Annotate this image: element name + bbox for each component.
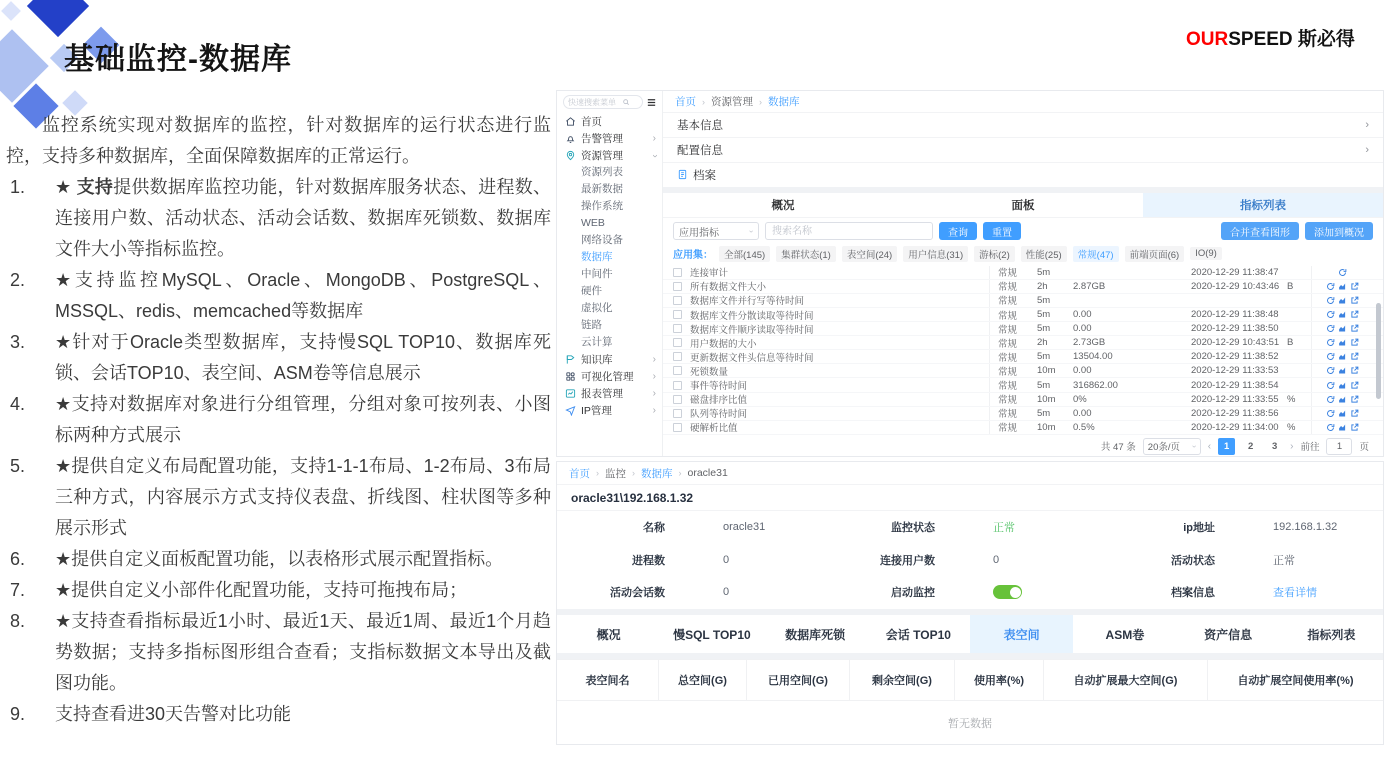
chevron-right-icon: › bbox=[652, 370, 656, 382]
metric-name: 事件等待时间 bbox=[690, 381, 748, 393]
external-link-icon[interactable] bbox=[1350, 282, 1359, 291]
metric-interval: 10m bbox=[1037, 365, 1056, 377]
metric-interval: 5m bbox=[1037, 379, 1051, 391]
metric-type: 常规 bbox=[989, 378, 1037, 391]
metric-row[interactable] bbox=[663, 322, 1383, 336]
sidebar-item-report[interactable]: 报表管理 › bbox=[557, 385, 662, 402]
feature-item bbox=[6, 172, 551, 265]
empty-state: 暂无数据 bbox=[948, 718, 992, 730]
refresh-icon[interactable] bbox=[1326, 409, 1335, 418]
field-archive-info: 档案信息 查看详情 bbox=[1115, 584, 1383, 600]
feature-number: 6. bbox=[10, 549, 26, 569]
feature-text: 支持查看进30天告警对比功能 bbox=[55, 704, 292, 724]
refresh-icon[interactable] bbox=[1338, 268, 1347, 277]
screenshot-database-metric-list bbox=[556, 90, 1384, 457]
metric-value: 13504.00 bbox=[1073, 351, 1113, 363]
tag-group-row bbox=[673, 246, 1373, 262]
app-tag[interactable]: 游标(2) bbox=[974, 246, 1015, 262]
tab-panel[interactable]: 面板 bbox=[1011, 199, 1035, 212]
breadcrumb-oracle31: oracle31 bbox=[687, 467, 728, 479]
metric-row[interactable] bbox=[663, 421, 1383, 435]
chart-icon[interactable] bbox=[1338, 366, 1347, 375]
chart-icon[interactable] bbox=[1338, 395, 1347, 404]
refresh-icon[interactable] bbox=[1326, 352, 1335, 361]
metric-time: 2020-12-29 10:43:46 bbox=[1191, 280, 1280, 292]
metric-time: 2020-12-29 11:34:00 bbox=[1191, 421, 1279, 433]
sidebar-item-knowledge[interactable]: 知识库 › bbox=[557, 351, 662, 368]
metric-name: 数据库文件并行写等待时间 bbox=[690, 296, 805, 308]
tab-tablespace[interactable]: 表空间 bbox=[970, 615, 1073, 653]
metric-name: 数据库文件分散读取等待时间 bbox=[690, 310, 814, 322]
external-link-icon[interactable] bbox=[1350, 366, 1359, 375]
sidebar-subitem-latest-data[interactable]: 最新数据 bbox=[581, 183, 623, 195]
metric-interval: 2h bbox=[1037, 337, 1048, 349]
app-tag[interactable]: 表空间(24) bbox=[842, 246, 897, 262]
breadcrumb-separator: › bbox=[596, 468, 599, 478]
metric-actions bbox=[1311, 336, 1373, 349]
breadcrumb-separator: › bbox=[759, 96, 762, 107]
table-scrollbar[interactable] bbox=[1376, 303, 1381, 399]
column-header-usage-rate: 使用率(%) bbox=[955, 660, 1044, 700]
app-tag[interactable]: 前端页面(6) bbox=[1125, 246, 1185, 262]
metric-row[interactable] bbox=[663, 350, 1383, 364]
external-link-icon[interactable] bbox=[1350, 423, 1359, 432]
sidebar-subitem-os[interactable]: 操作系统 bbox=[581, 200, 623, 212]
sidebar-item-alarm[interactable]: 告警管理 › bbox=[557, 130, 662, 147]
tab-overview[interactable]: 概况 bbox=[771, 199, 795, 212]
metric-name: 数据库文件顺序读取等待时间 bbox=[690, 324, 814, 336]
row-checkbox[interactable] bbox=[673, 409, 682, 418]
feature-item bbox=[6, 544, 551, 575]
external-link-icon[interactable] bbox=[1350, 338, 1359, 347]
row-checkbox[interactable] bbox=[673, 366, 682, 375]
metric-actions bbox=[1311, 364, 1373, 377]
sidebar-item-resource[interactable]: 资源管理 › bbox=[557, 147, 662, 164]
breadcrumb-database: 数据库 bbox=[768, 96, 800, 109]
chevron-down-icon: › bbox=[1189, 445, 1199, 448]
metric-name: 用户数据的大小 bbox=[690, 338, 757, 350]
metric-name: 磁盘排序比值 bbox=[690, 395, 748, 407]
logo-text-speed: SPEED bbox=[1228, 29, 1293, 50]
section-basic-info[interactable]: 基本信息 › bbox=[663, 113, 1383, 138]
metric-time: 2020-12-29 10:43:51 bbox=[1191, 337, 1280, 349]
metric-time: 2020-12-29 11:38:52 bbox=[1191, 351, 1279, 363]
feature-text: ★提供自定义布局配置功能，支持1-1-1布局、1-2布局、3布局三种方式，内容展示方式支持仪表盘、折线图、柱状图等多种展示形式 bbox=[55, 456, 551, 538]
feature-number: 1. bbox=[10, 177, 26, 197]
metric-actions bbox=[1311, 308, 1373, 321]
field-active-sessions: 活动会话数 0 bbox=[610, 586, 730, 600]
tab-session-top10[interactable]: 会话 TOP10 bbox=[885, 627, 951, 642]
metric-interval: 5m bbox=[1037, 323, 1051, 335]
page-title: 基础监控-数据库 bbox=[64, 43, 292, 76]
chevron-right-icon: › bbox=[652, 387, 656, 399]
external-link-icon[interactable] bbox=[1350, 409, 1359, 418]
logo-text-cn: 斯必得 bbox=[1292, 29, 1355, 50]
filter-row bbox=[673, 222, 1373, 241]
logo-text-our: OUR bbox=[1186, 29, 1229, 50]
sidebar-subitem-web[interactable]: WEB bbox=[581, 217, 605, 229]
metric-actions bbox=[1311, 350, 1373, 363]
chevron-down-icon: › bbox=[747, 229, 757, 233]
detail-info-grid bbox=[557, 511, 1383, 609]
page-number-3[interactable]: 3 bbox=[1271, 440, 1278, 452]
feature-number: 8. bbox=[10, 611, 26, 631]
sidebar-subitem-network-device[interactable]: 网络设备 bbox=[581, 234, 623, 246]
chevron-right-icon[interactable]: › bbox=[1365, 143, 1369, 156]
tag-group-label: 应用集： bbox=[673, 250, 713, 262]
metric-row[interactable] bbox=[663, 294, 1383, 308]
row-checkbox[interactable] bbox=[673, 423, 682, 432]
metric-unit: % bbox=[1287, 421, 1296, 433]
external-link-icon[interactable] bbox=[1350, 352, 1359, 361]
field-process-count: 进程数 0 bbox=[632, 553, 730, 567]
metric-interval: 10m bbox=[1037, 393, 1056, 405]
line-chart-icon bbox=[565, 388, 576, 399]
metric-row[interactable] bbox=[663, 407, 1383, 421]
metric-time: 2020-12-29 11:38:56 bbox=[1191, 407, 1279, 419]
row-checkbox[interactable] bbox=[673, 296, 682, 305]
metric-time: 2020-12-29 11:38:47 bbox=[1191, 266, 1279, 278]
sidebar-subitem-database[interactable]: 数据库 bbox=[581, 251, 613, 263]
chart-icon[interactable] bbox=[1338, 423, 1347, 432]
section-config-info[interactable]: 配置信息 › bbox=[663, 138, 1383, 163]
chart-icon[interactable] bbox=[1338, 352, 1347, 361]
metric-type: 常规 bbox=[989, 350, 1037, 363]
feature-number: 9. bbox=[10, 704, 26, 724]
metric-name: 队列等待时间 bbox=[690, 409, 748, 421]
main-panel bbox=[663, 91, 1383, 456]
row-checkbox[interactable] bbox=[673, 310, 682, 319]
metric-actions bbox=[1311, 280, 1373, 293]
feature-text: ★支持监控MySQL、Oracle、MongoDB、PostgreSQL、MSSQL、redis、memcached等数据库 bbox=[55, 270, 551, 321]
prev-page-button[interactable]: ‹ bbox=[1207, 440, 1212, 452]
sidebar bbox=[557, 91, 663, 456]
monitor-toggle[interactable] bbox=[993, 585, 1022, 599]
chart-icon[interactable] bbox=[1338, 409, 1347, 418]
metric-type: 常规 bbox=[989, 393, 1037, 406]
archive-detail-link[interactable]: 查看详情 bbox=[1273, 587, 1317, 600]
metric-time: 2020-12-29 11:38:54 bbox=[1191, 379, 1279, 391]
sidebar-item-visualization[interactable]: 可视化管理 › bbox=[557, 368, 662, 385]
metric-unit: B bbox=[1287, 280, 1294, 292]
app-tag[interactable]: 性能(25) bbox=[1021, 246, 1067, 262]
breadcrumb-resource[interactable]: 资源管理 bbox=[711, 96, 753, 109]
external-link-icon[interactable] bbox=[1350, 324, 1359, 333]
status-badge: 正常 bbox=[993, 522, 1015, 535]
row-checkbox[interactable] bbox=[673, 324, 682, 333]
search-icon bbox=[622, 98, 630, 106]
metric-row[interactable] bbox=[663, 308, 1383, 322]
metric-value: 316862.00 bbox=[1073, 379, 1118, 391]
detail-title: oracle31\192.168.1.32 bbox=[557, 485, 1383, 511]
metric-value: 0.00 bbox=[1073, 309, 1092, 321]
metric-name: 更新数据文件头信息等待时间 bbox=[690, 352, 814, 364]
breadcrumb bbox=[557, 462, 1383, 485]
diamond-shape bbox=[1, 1, 21, 21]
metric-row[interactable] bbox=[663, 364, 1383, 378]
tab-asm-volume[interactable]: ASM卷 bbox=[1105, 627, 1145, 642]
tab-metric-list[interactable]: 指标列表 bbox=[1307, 627, 1356, 642]
metric-row[interactable] bbox=[663, 280, 1383, 294]
metric-row[interactable] bbox=[663, 336, 1383, 350]
search-name-input[interactable] bbox=[765, 222, 933, 240]
metric-interval: 5m bbox=[1037, 266, 1051, 278]
merge-view-button[interactable]: 合并查看图形 bbox=[1221, 222, 1299, 240]
detail-tab-bar bbox=[557, 615, 1383, 653]
feature-text: ★支持查看指标最近1小时、最近1天、最近1周、最近1个月趋势数据；支持多指标图形组合查看；支指标数据文本导出及截图功能。 bbox=[55, 611, 551, 693]
metric-value: 0.5% bbox=[1073, 421, 1095, 433]
metric-value: 0.00 bbox=[1073, 365, 1092, 377]
feature-number: 2. bbox=[10, 270, 26, 290]
home-icon bbox=[565, 116, 576, 127]
row-checkbox[interactable] bbox=[673, 395, 682, 404]
sidebar-subitem-middleware[interactable]: 中间件 bbox=[581, 268, 613, 280]
sidebar-search-box[interactable] bbox=[563, 95, 643, 109]
chart-icon[interactable] bbox=[1338, 381, 1347, 390]
chevron-right-icon: › bbox=[652, 132, 656, 144]
refresh-icon[interactable] bbox=[1326, 310, 1335, 319]
metric-type: 常规 bbox=[989, 322, 1037, 335]
breadcrumb bbox=[663, 91, 1383, 113]
feature-item bbox=[6, 699, 551, 730]
feature-text: ★提供自定义面板配置功能，以表格形式展示配置指标。 bbox=[55, 549, 504, 569]
breadcrumb-home[interactable]: 首页 bbox=[675, 96, 696, 109]
reset-button[interactable]: 重置 bbox=[983, 222, 1021, 240]
screenshot-oracle-detail bbox=[556, 461, 1384, 745]
metric-unit: B bbox=[1287, 337, 1294, 349]
chevron-right-icon: › bbox=[652, 404, 656, 416]
field-name: 名称 oracle31 bbox=[643, 521, 766, 535]
metric-value: 0.00 bbox=[1073, 323, 1092, 335]
collapse-menu-icon[interactable] bbox=[646, 97, 657, 108]
pagination-total: 共 47 条 bbox=[1100, 442, 1136, 454]
sidebar-subitem-virtualization[interactable]: 虚拟化 bbox=[581, 302, 613, 314]
sidebar-item-ip[interactable]: IP管理 › bbox=[557, 402, 662, 419]
app-tag-active[interactable]: 常规(47) bbox=[1073, 246, 1119, 262]
metric-interval: 2h bbox=[1037, 280, 1048, 292]
chevron-right-icon[interactable]: › bbox=[1365, 119, 1369, 132]
metric-time: 2020-12-29 11:38:50 bbox=[1191, 323, 1279, 335]
field-monitor-status: 监控状态 正常 bbox=[835, 519, 1115, 535]
metric-interval: 5m bbox=[1037, 294, 1051, 306]
breadcrumb-separator: › bbox=[678, 468, 682, 478]
metric-row[interactable] bbox=[663, 393, 1383, 407]
metric-interval: 5m bbox=[1037, 309, 1051, 321]
tablespace-table-header bbox=[557, 659, 1383, 701]
bell-icon bbox=[565, 133, 576, 144]
goto-page-input[interactable] bbox=[1326, 438, 1352, 455]
tab-asset-info[interactable]: 资产信息 bbox=[1204, 627, 1253, 642]
metric-actions bbox=[1311, 378, 1373, 391]
metric-row[interactable] bbox=[663, 378, 1383, 392]
sidebar-search-row bbox=[557, 91, 662, 113]
document-icon bbox=[677, 169, 688, 180]
feature-number: 4. bbox=[10, 394, 26, 414]
sidebar-subitem-resource-list[interactable]: 资源列表 bbox=[581, 166, 623, 178]
external-link-icon[interactable] bbox=[1350, 310, 1359, 319]
location-pin-icon bbox=[565, 150, 576, 161]
feature-item bbox=[6, 575, 551, 606]
chart-icon[interactable] bbox=[1338, 296, 1347, 305]
metric-name: 连接审计 bbox=[690, 268, 729, 280]
metric-table bbox=[663, 266, 1383, 435]
next-page-button[interactable]: › bbox=[1290, 440, 1294, 452]
refresh-icon[interactable] bbox=[1326, 282, 1335, 291]
column-header-total-space: 总空间(G) bbox=[659, 660, 747, 700]
metric-name: 死锁数量 bbox=[690, 366, 729, 378]
sidebar-subitem-hardware[interactable]: 硬件 bbox=[581, 285, 602, 297]
feature-text: ★提供自定义小部件化配置功能，支持可拖拽布局； bbox=[55, 580, 468, 600]
metric-row[interactable] bbox=[663, 266, 1383, 280]
tab-bar bbox=[663, 193, 1383, 218]
row-checkbox[interactable] bbox=[673, 381, 682, 390]
chevron-right-icon: › bbox=[652, 353, 656, 365]
query-button[interactable]: 查询 bbox=[939, 222, 977, 240]
app-tag[interactable]: 全部(145) bbox=[719, 246, 770, 262]
chart-icon[interactable] bbox=[1338, 282, 1347, 291]
tab-slow-sql-top10[interactable]: 慢SQL TOP10 bbox=[673, 627, 751, 642]
metric-interval: 10m bbox=[1037, 421, 1056, 433]
feature-item bbox=[6, 451, 551, 544]
breadcrumb-separator: › bbox=[702, 96, 705, 107]
external-link-icon[interactable] bbox=[1350, 381, 1359, 390]
app-tag[interactable]: IO(9) bbox=[1190, 247, 1222, 260]
page-size-select[interactable]: 20条/页 › bbox=[1143, 438, 1201, 455]
row-checkbox[interactable] bbox=[673, 282, 682, 291]
feature-number: 3. bbox=[10, 332, 26, 352]
metric-type: 常规 bbox=[989, 336, 1037, 349]
metric-type: 常规 bbox=[989, 407, 1037, 420]
metric-type: 常规 bbox=[989, 421, 1037, 434]
metric-actions bbox=[1311, 407, 1373, 420]
feature-item bbox=[6, 327, 551, 389]
sidebar-search-input[interactable] bbox=[568, 98, 620, 107]
tab-metric-list[interactable]: 指标列表 bbox=[1143, 193, 1383, 217]
feature-number: 7. bbox=[10, 580, 26, 600]
chart-icon[interactable] bbox=[1338, 310, 1347, 319]
row-checkbox[interactable] bbox=[673, 268, 682, 277]
metric-name: 所有数据文件大小 bbox=[690, 282, 767, 294]
metric-actions bbox=[1311, 322, 1373, 335]
metric-interval: 5m bbox=[1037, 407, 1051, 419]
breadcrumb-home[interactable]: 首页 bbox=[569, 467, 590, 480]
metric-actions bbox=[1311, 421, 1373, 434]
add-to-overview-button[interactable]: 添加到概况 bbox=[1305, 222, 1373, 240]
metric-value: 0% bbox=[1073, 393, 1087, 405]
metric-name: 硬解析比值 bbox=[690, 423, 738, 435]
metric-type: 常规 bbox=[989, 294, 1037, 307]
diamond-shape bbox=[27, 0, 89, 37]
breadcrumb-monitor[interactable]: 监控 bbox=[605, 467, 626, 480]
feature-text: ★ 支持提供数据库监控功能，针对数据库服务状态、进程数、连接用户数、活动状态、活动会话数、数据库死锁数、数据库文件大小等指标监控。 bbox=[55, 177, 551, 259]
metric-unit: % bbox=[1287, 393, 1296, 405]
metric-time: 2020-12-29 11:33:53 bbox=[1191, 365, 1279, 377]
metric-actions bbox=[1311, 266, 1373, 279]
external-link-icon[interactable] bbox=[1350, 395, 1359, 404]
feature-item bbox=[6, 389, 551, 451]
app-tag[interactable]: 集群状态(1) bbox=[776, 246, 836, 262]
column-header-autoextend-max: 自动扩展最大空间(G) bbox=[1044, 660, 1208, 700]
refresh-icon[interactable] bbox=[1326, 381, 1335, 390]
field-start-monitor: 启动监控 bbox=[835, 584, 1115, 600]
intro-paragraph: 监控系统实现对数据库的监控，针对数据库的运行状态进行监控，支持多种数据库，全面保障数据库的正常运行。 bbox=[6, 115, 551, 166]
metric-type: 常规 bbox=[989, 266, 1037, 279]
metric-value: 2.73GB bbox=[1073, 337, 1106, 349]
metric-actions bbox=[1311, 294, 1373, 307]
breadcrumb-database[interactable]: 数据库 bbox=[641, 467, 673, 480]
sidebar-subitem-cloud[interactable]: 云计算 bbox=[581, 336, 613, 348]
external-link-icon[interactable] bbox=[1350, 296, 1359, 305]
feature-item bbox=[6, 265, 551, 327]
refresh-icon[interactable] bbox=[1326, 324, 1335, 333]
feature-text: ★针对于Oracle类型数据库，支持慢SQL TOP10、数据库死锁、会话TOP10、表空间、ASM卷等信息展示 bbox=[55, 332, 551, 383]
metric-value: 2.87GB bbox=[1073, 280, 1106, 292]
app-tag[interactable]: 用户信息(31) bbox=[903, 246, 968, 262]
flag-icon bbox=[565, 354, 576, 365]
chart-icon[interactable] bbox=[1338, 324, 1347, 333]
paper-plane-icon bbox=[565, 405, 576, 416]
metric-type: 常规 bbox=[989, 364, 1037, 377]
goto-label: 前往 bbox=[1300, 442, 1320, 454]
metric-type: 常规 bbox=[989, 308, 1037, 321]
metric-time: 2020-12-29 11:38:48 bbox=[1191, 309, 1279, 321]
tab-db-deadlock[interactable]: 数据库死锁 bbox=[785, 627, 846, 642]
chart-icon[interactable] bbox=[1338, 338, 1347, 347]
page-unit-label: 页 bbox=[1359, 442, 1369, 454]
page-number-1[interactable]: 1 bbox=[1218, 438, 1235, 455]
chevron-down-icon: › bbox=[649, 153, 661, 158]
column-header-tablespace-name: 表空间名 bbox=[557, 660, 659, 700]
section-archive[interactable]: 档案 bbox=[663, 163, 1383, 187]
refresh-icon[interactable] bbox=[1326, 395, 1335, 404]
metric-interval: 5m bbox=[1037, 351, 1051, 363]
sidebar-item-home[interactable]: 首页 bbox=[557, 113, 662, 130]
field-ip: ip地址 192.168.1.32 bbox=[1183, 521, 1338, 535]
feature-text: ★支持对数据库对象进行分组管理，分组对象可按列表、小图标两种方式展示 bbox=[55, 394, 551, 445]
metric-time: 2020-12-29 11:33:55 bbox=[1191, 393, 1279, 405]
sidebar-subitem-link[interactable]: 链路 bbox=[581, 319, 602, 331]
page-number-2[interactable]: 2 bbox=[1247, 440, 1254, 452]
brand-logo bbox=[1186, 24, 1355, 51]
metric-type: 常规 bbox=[989, 280, 1037, 293]
pagination bbox=[663, 437, 1383, 456]
column-header-used-space: 已用空间(G) bbox=[747, 660, 850, 700]
column-header-free-space: 剩余空间(G) bbox=[850, 660, 955, 700]
metric-value: 0.00 bbox=[1073, 407, 1092, 419]
refresh-icon[interactable] bbox=[1326, 423, 1335, 432]
breadcrumb-separator: › bbox=[632, 468, 635, 478]
refresh-icon[interactable] bbox=[1326, 338, 1335, 347]
feature-number: 5. bbox=[10, 456, 26, 476]
field-active-status: 活动状态 正常 bbox=[1171, 554, 1295, 567]
column-header-autoextend-usage: 自动扩展空间使用率(%) bbox=[1237, 675, 1354, 687]
refresh-icon[interactable] bbox=[1326, 296, 1335, 305]
refresh-icon[interactable] bbox=[1326, 366, 1335, 375]
metric-actions bbox=[1311, 393, 1373, 406]
metric-type-select[interactable]: 应用指标 › bbox=[673, 222, 759, 240]
row-checkbox[interactable] bbox=[673, 352, 682, 361]
feature-text-block bbox=[6, 110, 551, 730]
tab-overview[interactable]: 概况 bbox=[596, 627, 621, 642]
field-connected-users: 连接用户数 0 bbox=[880, 553, 1000, 567]
feature-item bbox=[6, 606, 551, 699]
row-checkbox[interactable] bbox=[673, 338, 682, 347]
grid-icon bbox=[565, 371, 576, 382]
